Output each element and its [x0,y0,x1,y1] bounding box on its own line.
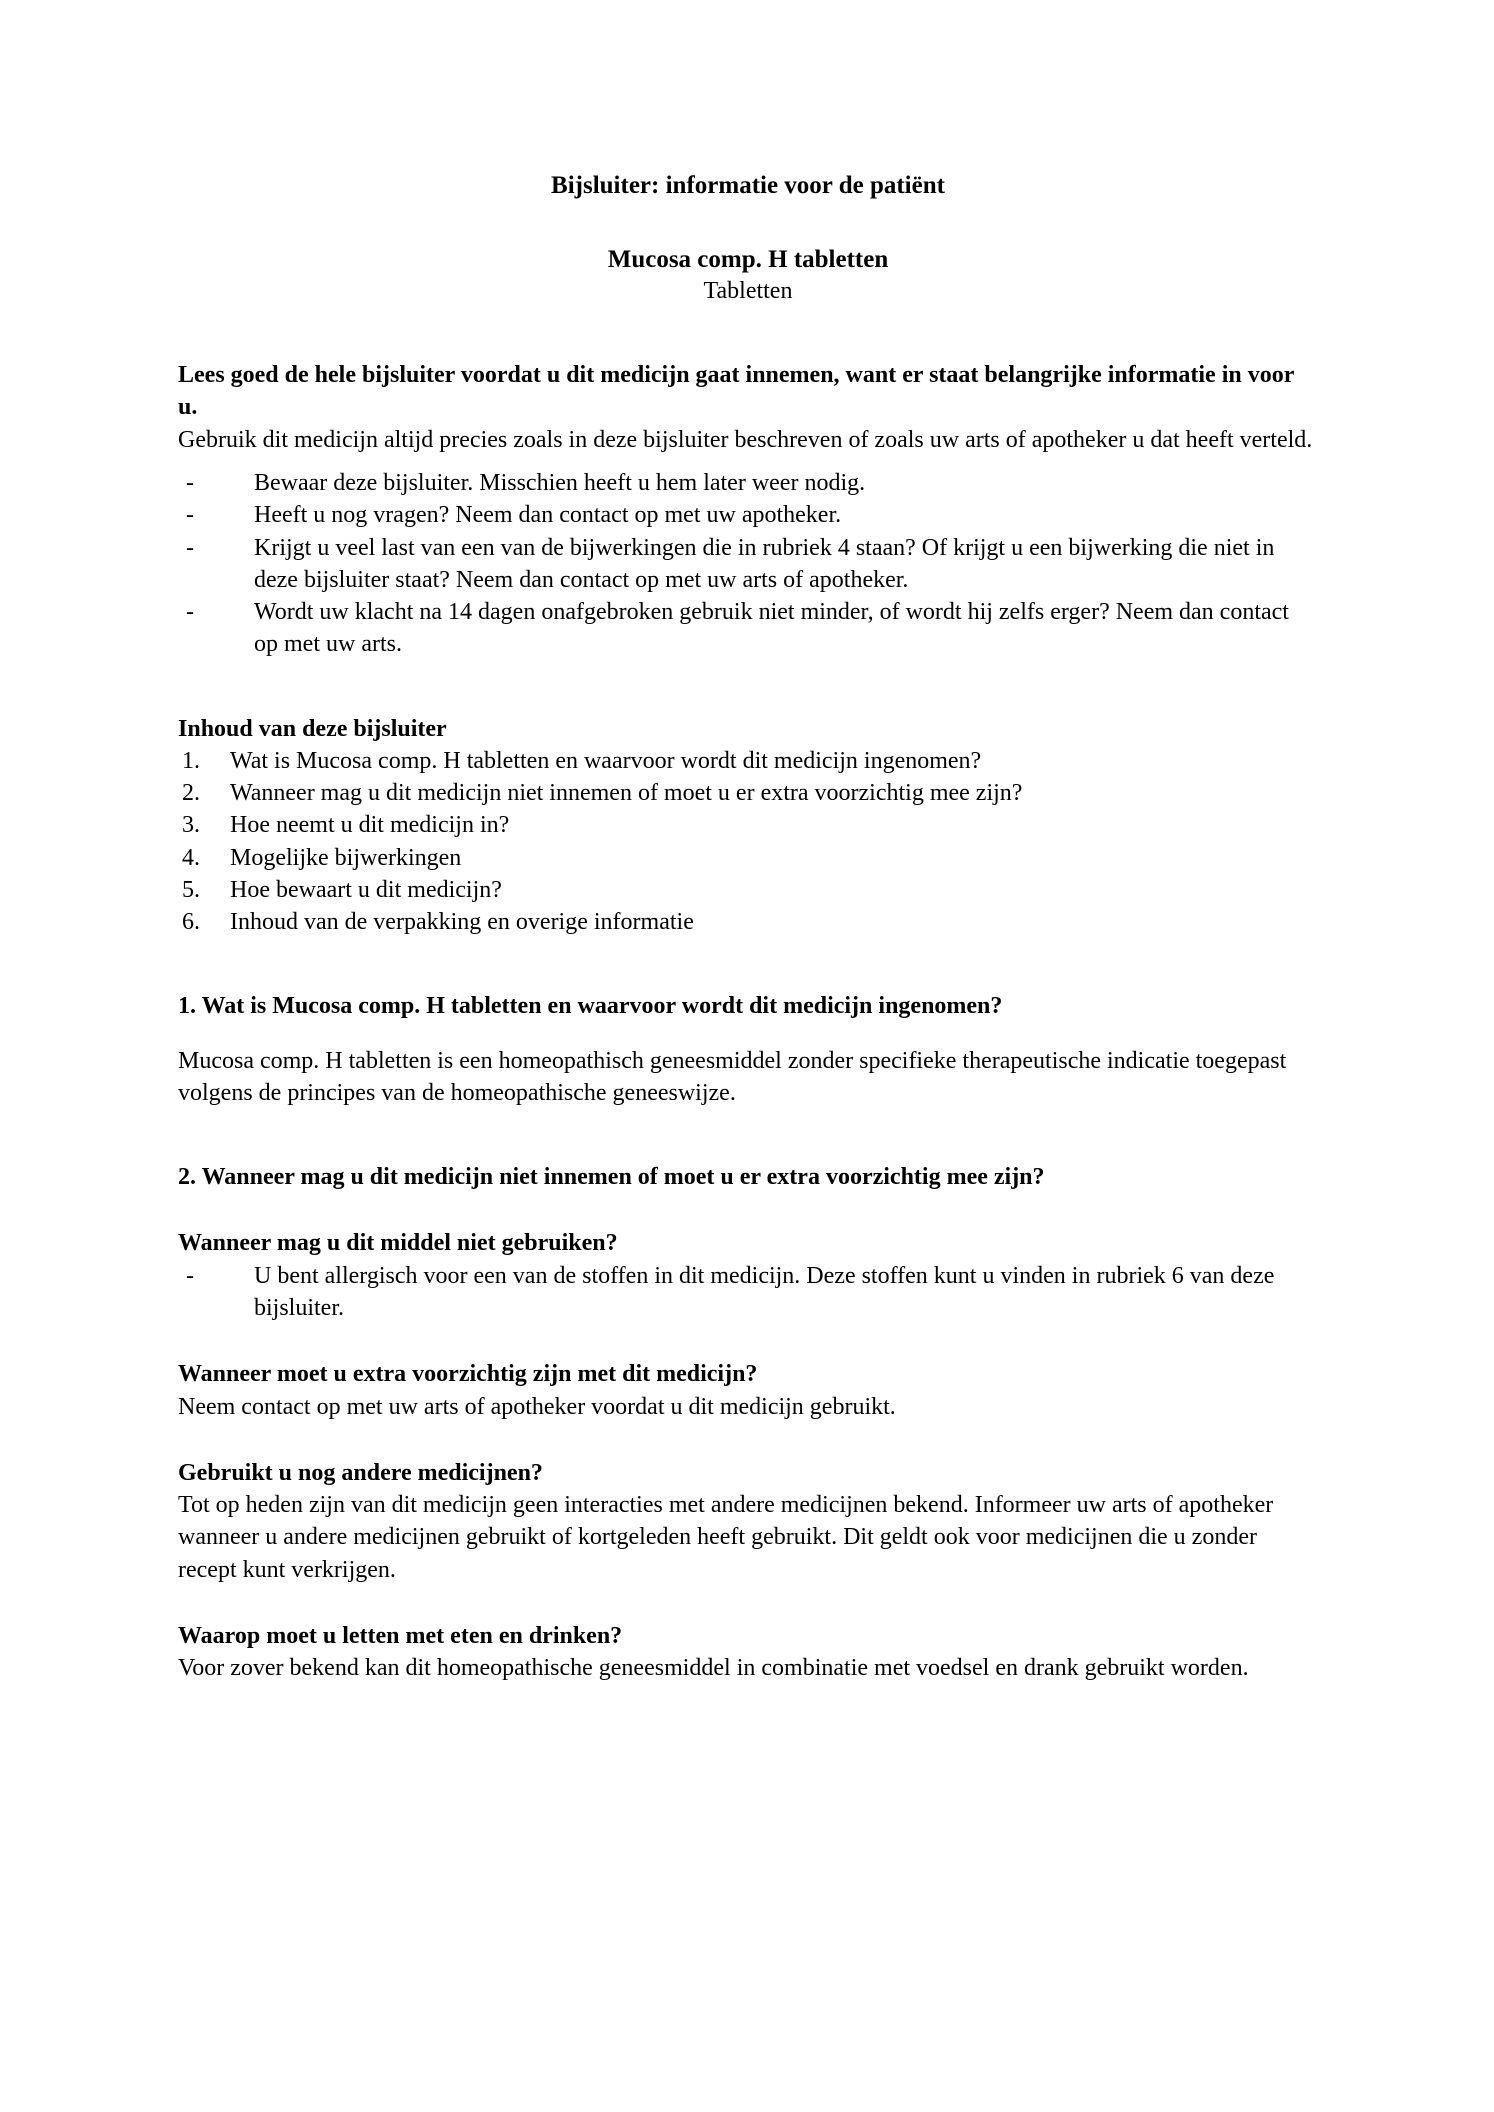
usage-instruction: Gebruik dit medicijn altijd precies zoals in deze bijsluiter beschreven of zoals uw arts of apotheker u dat heeft verteld. [178,426,1313,453]
list-item: - Wordt uw klacht na 14 dagen onafgebroken gebruik niet minder, of wordt hij zelfs erger? Neem dan contact op met uw arts. [178,596,1318,661]
spacer [178,1586,1318,1620]
spacer [178,1324,1318,1358]
list-item: Hoe neemt u dit medicijn in? [230,812,510,839]
list-item: Inhoud van de verpakking en overige informatie [230,909,694,936]
section-2-sub-4-heading: Waarop moet u letten met eten en drinken? [178,1622,623,1649]
spacer [178,1023,1318,1045]
dosage-form: Tabletten [703,277,793,304]
spacer [178,1109,1318,1161]
spacer [178,456,1318,467]
spacer [178,661,1318,713]
page-title: Bijsluiter: informatie voor de patiënt [551,172,945,199]
section-2-sub-3-body: Tot op heden zijn van dit medicijn geen interacties met andere medicijnen bekend. Informeer uw arts of apotheker wanneer u andere medicijnen gebruikt of kortgeleden heeft gebruikt. Dit geldt ook voor medicijnen die u zonder recept kunt verkrijgen. [178,1492,1274,1583]
table-of-contents [178,745,1318,939]
section-1-heading: 1. Wat is Mucosa comp. H tabletten en waarvoor wordt dit medicijn ingenomen? [178,993,1003,1020]
spacer [178,307,1318,359]
section-2-sub-2-heading: Wanneer moet u extra voorzichtig zijn met dit medicijn? [178,1361,758,1388]
list-item: Wat is Mucosa comp. H tabletten en waarvoor wordt dit medicijn ingenomen? [230,747,982,774]
list-item: - U bent allergisch voor een van de stoffen in dit medicijn. Deze stoffen kunt u vinden in rubriek 6 van deze bijsluiter. [178,1260,1318,1325]
spacer [178,1423,1318,1457]
document-content [178,170,1318,1684]
section-2-sub-1-heading: Wanneer mag u dit middel niet gebruiken? [178,1230,618,1257]
spacer [178,938,1318,990]
spacer [178,203,1318,243]
list-item: Wanneer mag u dit medicijn niet innemen of moet u er extra voorzichtig mee zijn? [230,780,1023,807]
spacer [178,1193,1318,1227]
section-1-body: Mucosa comp. H tabletten is een homeopathisch geneesmiddel zonder specifieke therapeutische indicatie toegepast volgens de principes van de homeopathische geneeswijze. [178,1047,1287,1106]
list-item: Hoe bewaart u dit medicijn? [230,876,502,903]
list-item: - Bewaar deze bijsluiter. Misschien heeft u hem later weer nodig. [178,467,1318,499]
section-2-heading: 2. Wanneer mag u dit medicijn niet innemen of moet u er extra voorzichtig mee zijn? [178,1164,1045,1191]
list-item: - Krijgt u veel last van een van de bijwerkingen die in rubriek 4 staan? Of krijgt u een bijwerking die niet in deze bijsluiter staat? Neem dan contact op met uw arts of apotheker. [178,532,1318,597]
list-item: Mogelijke bijwerkingen [230,844,462,871]
product-name: Mucosa comp. H tabletten [607,245,889,273]
product-identity [178,243,1318,308]
section-2-sub-2-body: Neem contact op met uw arts of apotheker voordat u dit medicijn gebruikt. [178,1393,896,1420]
toc-heading: Inhoud van deze bijsluiter [178,715,447,742]
contraindication-list [178,1260,1318,1325]
intro-bullet-list [178,467,1318,661]
read-leaflet-warning: Lees goed de hele bijsluiter voordat u dit medicijn gaat innemen, want er staat belangrijke informatie in voor u. [178,362,1294,421]
list-item: - Heeft u nog vragen? Neem dan contact op met uw apotheker. [178,499,1318,531]
section-2-sub-4-body: Voor zover bekend kan dit homeopathische geneesmiddel in combinatie met voedsel en drank gebruikt worden. [178,1655,1249,1682]
section-2-sub-3-heading: Gebruikt u nog andere medicijnen? [178,1459,543,1486]
